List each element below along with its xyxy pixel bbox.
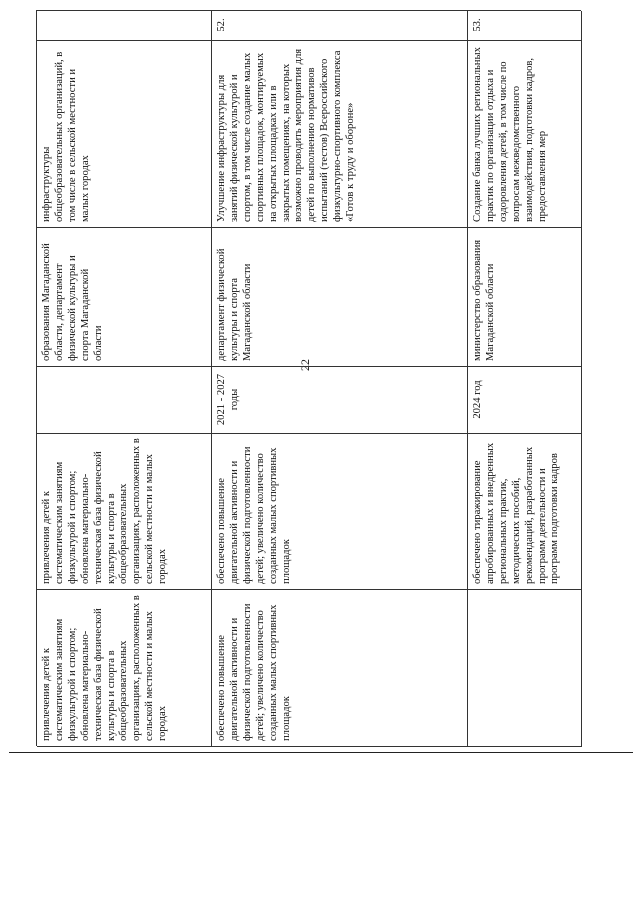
table-cell-result: привлечения детей к систематическим занятиям физкультурой и спортом; обновлена материально-техническая база физической культуры и спорта в общеобразовательных организациях, расположенных в сельской местности и малых городах (37, 434, 212, 590)
bottom-rule (9, 752, 633, 753)
table-cell-number (37, 11, 212, 41)
table-cell-result: обеспечено тиражирование апробированных и внедренных региональных практик, методических пособий, рекомендаций, разработанных программ деятельности и программ подготовки кадров (468, 434, 582, 590)
table-cell-number: 53. (468, 11, 582, 41)
table-cell-measure: Улучшение инфраструктуры для занятий физической культурой и спортом, в том числе создание малых спортивных площадок, монтируемых на открытых площадках или в закрытых помещениях, на которых возможно проводить мероприятия для детей по выполнению нормативов испытаний (тестов) Всероссийского физкультурно-спортивного комплекса «Готов к труду и обороне» (212, 41, 468, 228)
table-cell-executor: образования Магаданской области, департамент физической культуры и спорта Магаданской области (37, 228, 212, 367)
measures-table (36, 10, 581, 746)
table-cell-measure: Создание банка лучших региональных практик по организации отдыха и оздоровления детей, в том числе по вопросам межведомственного взаимодействия, подготовки кадров, предоставления мер (468, 41, 582, 228)
table-cell-period: 2024 год (468, 367, 582, 434)
table-cell-period (37, 367, 212, 434)
table-cell-measure: инфраструктуры общеобразовательных организаций, в том числе в сельской местности и малых городах (37, 41, 212, 228)
table-cell-indicator: обеспечено повышение двигательной активности и физической подготовленности детей; увеличено количество созданных малых спортивных площадок (212, 590, 468, 747)
table-cell-indicator (468, 590, 582, 747)
table-cell-result: обеспечено повышение двигательной активности и физической подготовленности детей; увеличено количество созданных малых спортивных площадок (212, 434, 468, 590)
table-cell-executor: департамент физической культуры и спорта Магаданской области (212, 228, 468, 367)
table-cell-period: 2021 - 2027 годы (212, 367, 468, 434)
table-cell-executor: министерство образования Магаданской области (468, 228, 582, 367)
page-number: 22 (298, 359, 312, 371)
table-cell-indicator: привлечения детей к систематическим занятиям физкультурой и спортом; обновлена материально-техническая база физической культуры и спорта в общеобразовательных организациях, расположенных в сельской местности и малых городах (37, 590, 212, 747)
table-cell-number: 52. (212, 11, 468, 41)
